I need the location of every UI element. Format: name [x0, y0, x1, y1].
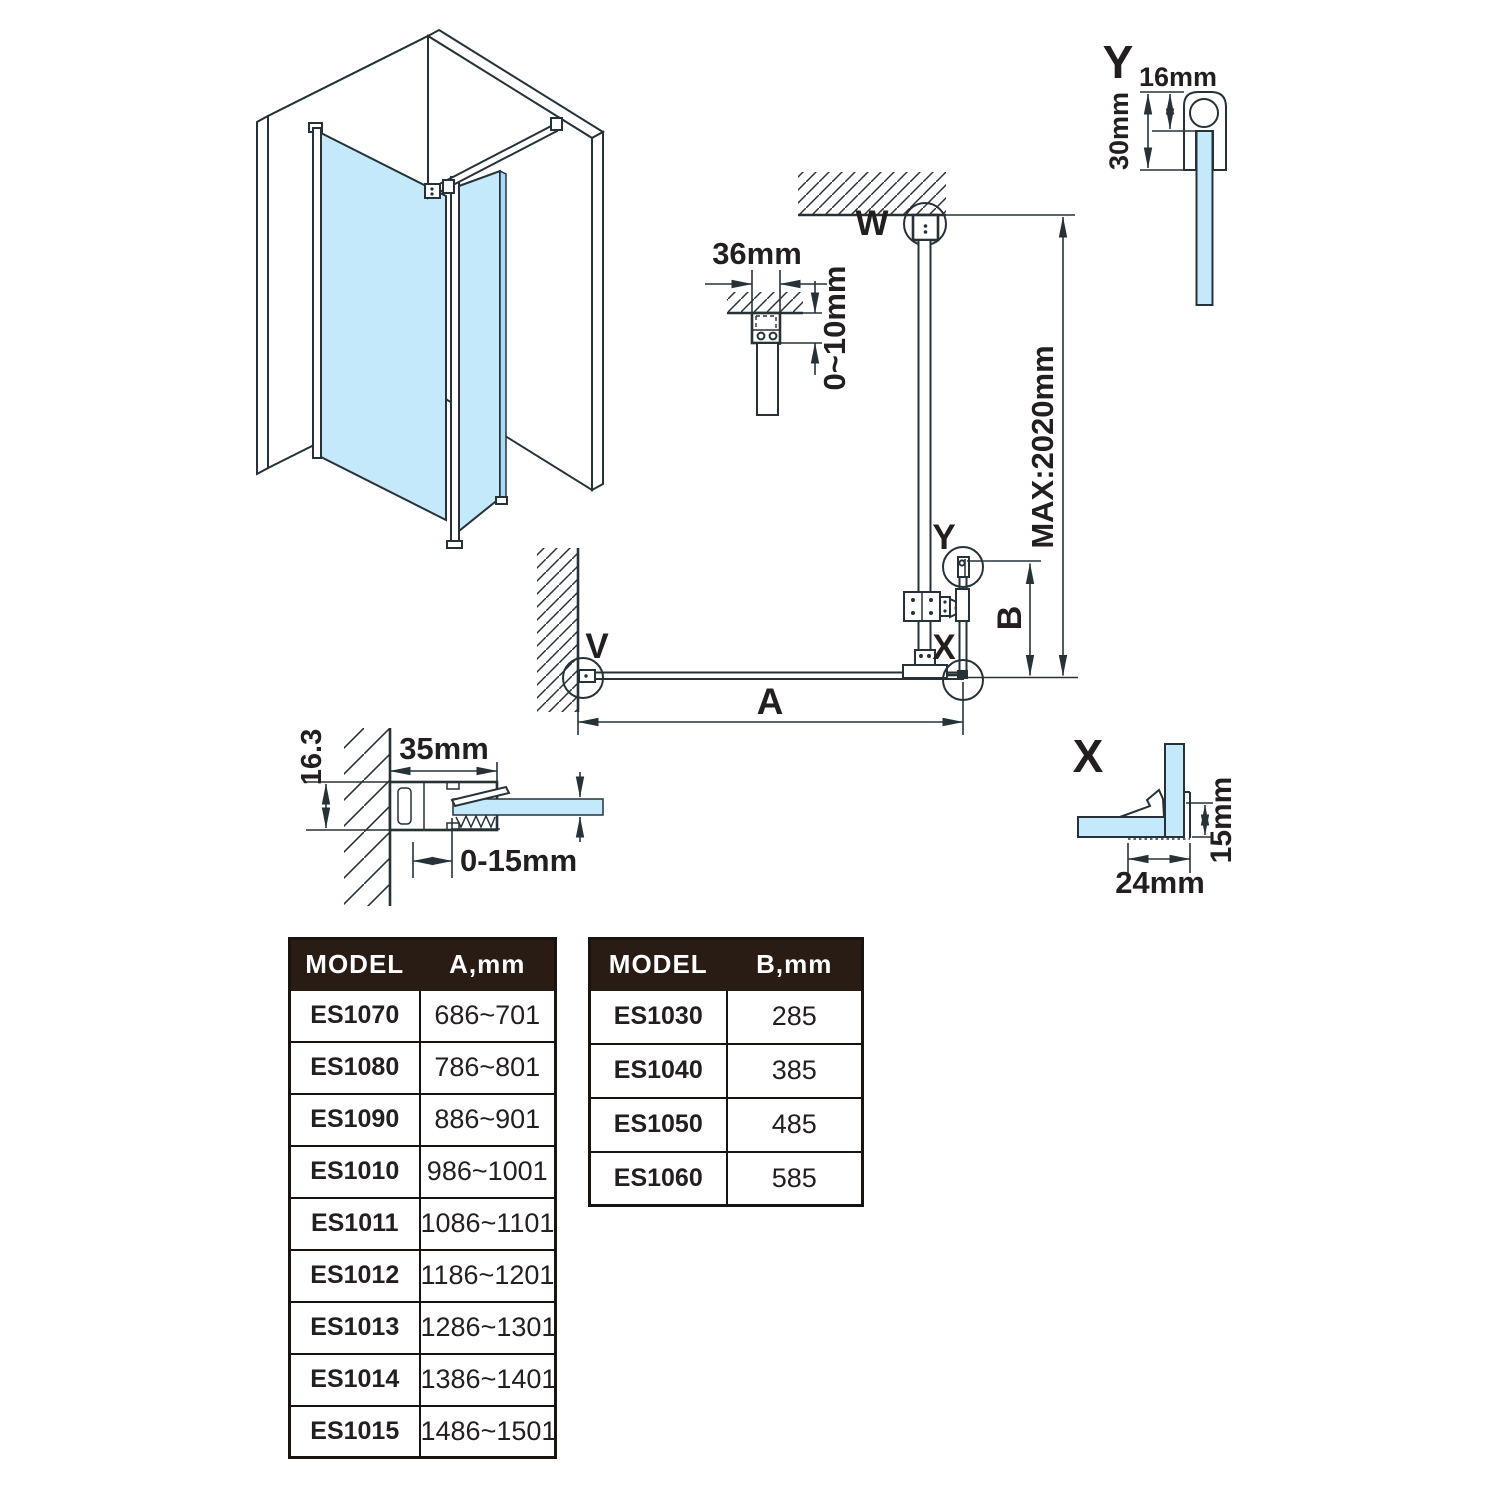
table-row	[290, 1042, 556, 1094]
table-row	[590, 1152, 863, 1206]
model-cell: ES1060	[590, 1152, 727, 1206]
table-row	[290, 1250, 556, 1302]
value-cell: 285	[727, 990, 863, 1044]
model-cell: ES1050	[590, 1098, 727, 1152]
corner-fitting	[957, 670, 968, 679]
table-row	[290, 1302, 556, 1354]
wall-profile-detail	[296, 728, 603, 906]
point-y-label: Y	[932, 518, 956, 557]
value-cell: 1286~1301	[420, 1302, 556, 1354]
isometric-illustration	[257, 30, 603, 548]
value-cell: 1386~1401	[420, 1354, 556, 1406]
value-cell: 485	[727, 1098, 863, 1152]
return-glass-edge	[500, 171, 506, 501]
bracket-detail	[705, 236, 852, 415]
model-cell: ES1015	[290, 1406, 420, 1458]
table-b-col-model: MODEL	[590, 939, 727, 990]
table-row	[290, 1094, 556, 1146]
detail-y-title: Y	[1102, 36, 1134, 88]
value-cell: 1186~1201	[420, 1250, 556, 1302]
table-row	[290, 1198, 556, 1250]
dim-24mm: 24mm	[1115, 865, 1205, 900]
return-glass-panel	[459, 171, 500, 531]
model-a-table	[288, 937, 557, 1459]
model-cell: ES1012	[290, 1250, 420, 1302]
support-bar-plan	[919, 240, 931, 652]
value-cell: 385	[727, 1044, 863, 1098]
dim-b-label: B	[991, 605, 1029, 631]
detail-x-section	[1073, 730, 1238, 900]
table-row	[290, 1406, 556, 1458]
clamp-arm	[940, 597, 950, 616]
value-cell: 986~1001	[420, 1146, 556, 1198]
return-panel-foot	[496, 497, 507, 504]
table-a-col-model: MODEL	[290, 939, 420, 990]
bracket-bar	[757, 343, 778, 415]
table-row	[290, 1146, 556, 1198]
dim-30mm: 30mm	[1104, 91, 1134, 171]
dim-0-15mm: 0-15mm	[460, 843, 578, 878]
table-row	[590, 1044, 863, 1098]
plan-view-section	[537, 172, 1078, 735]
support-bar-glass-clamp	[425, 184, 440, 198]
detail-x-horizontal-glass	[1078, 817, 1165, 837]
detail-y-glass	[1197, 131, 1213, 305]
value-cell: 1486~1501	[420, 1406, 556, 1458]
corner-post	[451, 177, 459, 543]
panel-clamp	[956, 589, 969, 621]
detail-x-vertical-glass	[1165, 744, 1184, 837]
side-wall-hatch	[537, 548, 578, 712]
detail-y-section	[1103, 36, 1226, 305]
corner-post-foot	[447, 541, 462, 548]
dim-16mm: 16mm	[1138, 62, 1218, 92]
model-cell: ES1010	[290, 1146, 420, 1198]
detail-x-title: X	[1072, 730, 1104, 782]
table-row	[290, 1354, 556, 1406]
model-cell: ES1080	[290, 1042, 420, 1094]
table-row	[590, 990, 863, 1044]
dim-36mm: 36mm	[712, 236, 802, 271]
corner-seal	[1120, 790, 1164, 817]
dim-0-10mm: 0~10mm	[817, 265, 852, 391]
dim-16-3: 16.3	[296, 728, 328, 786]
model-cell: ES1040	[590, 1044, 727, 1098]
model-cell: ES1070	[290, 990, 420, 1042]
model-b-table	[588, 937, 864, 1207]
table-row	[290, 990, 556, 1042]
dim-15mm: 15mm	[1205, 776, 1238, 864]
table-a-header-row	[290, 939, 556, 990]
wall-hatch	[344, 728, 390, 906]
model-cell: ES1090	[290, 1094, 420, 1146]
bracket-ceiling-hatch	[727, 292, 803, 313]
model-cell: ES1014	[290, 1354, 420, 1406]
table-row	[590, 1098, 863, 1152]
point-w-label: W	[855, 204, 889, 243]
value-cell: 1086~1101	[420, 1198, 556, 1250]
model-cell: ES1030	[590, 990, 727, 1044]
table-a-col-value: A,mm	[420, 939, 556, 990]
model-cell: ES1013	[290, 1302, 420, 1354]
right-wall-side-edge	[592, 132, 603, 490]
value-cell: 585	[727, 1152, 863, 1206]
dim-max-label: MAX:2020mm	[1025, 345, 1060, 549]
left-wall-side-edge	[257, 116, 268, 474]
support-bar-wall-anchor	[551, 118, 562, 130]
table-b-header-row	[590, 939, 863, 990]
value-cell: 786~801	[420, 1042, 556, 1094]
dim-35mm: 35mm	[399, 731, 489, 766]
point-x-label: X	[932, 628, 956, 667]
wall-profile-strip	[313, 128, 321, 458]
value-cell: 886~901	[420, 1094, 556, 1146]
point-v-label: V	[585, 627, 609, 666]
dim-a-label: A	[756, 681, 784, 722]
support-bar-link	[443, 180, 454, 193]
value-cell: 686~701	[420, 990, 556, 1042]
model-cell: ES1011	[290, 1198, 420, 1250]
table-b-col-value: B,mm	[727, 939, 863, 990]
